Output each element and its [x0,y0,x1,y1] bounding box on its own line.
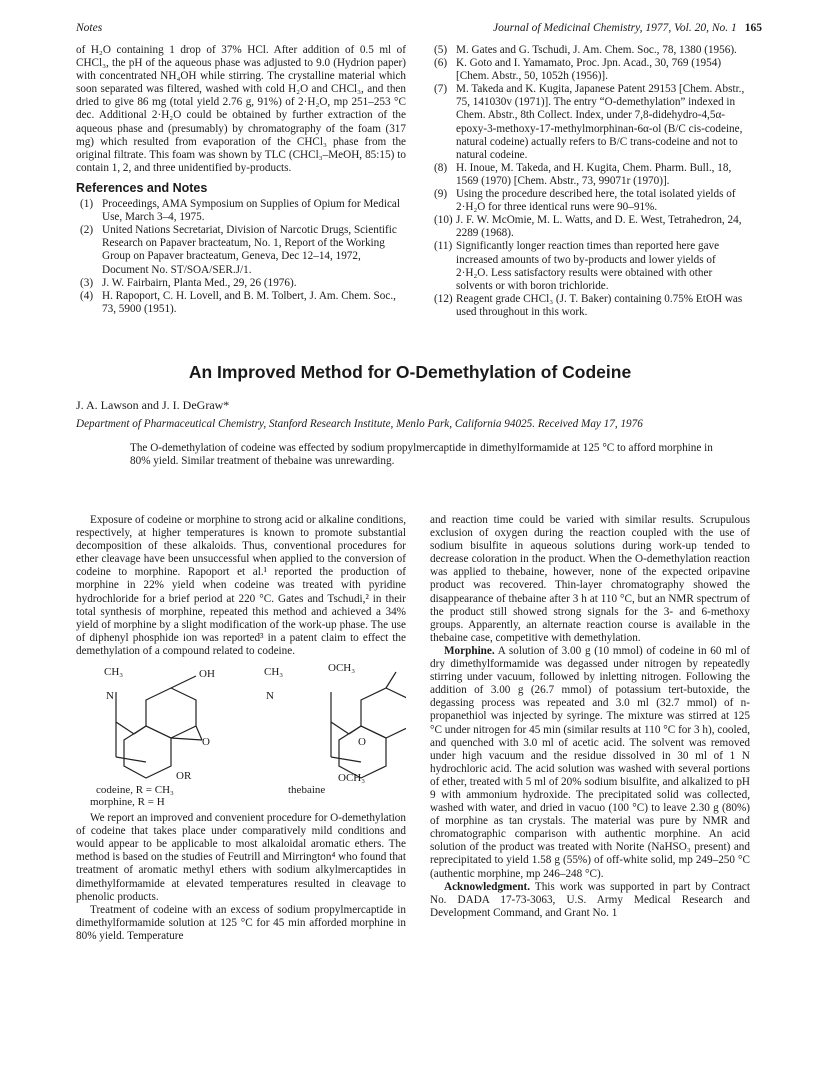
prev-article-right-column [430,44,750,319]
reference-item [430,44,750,57]
thebaine-n-label: N [266,690,274,703]
reference-text: United Nations Secretariat, Division of Narcotic Drugs, Scientific Research on Papaver bracteatum, No. 1, Report of the Working Group on Papaver bracteatum, Geneva, Dec 12–14, 1972, Document No. ST/SOA/SER.J/1. [102,224,397,276]
thebaine-caption: thebaine [288,784,326,797]
codeine-oh-label: OH [199,668,215,681]
body-paragraph: Exposure of codeine or morphine to strong acid or alkaline conditions, respectively, at higher temperatures is known to promote substantial decomposition of these alkaloids. Thus, conventional procedures for ether cleavage have been unsuccessful when applied to the conversion of codeine to morphine. Rapoport et al.¹ reported the production of morphine in 22% yield when codeine was treated with pyridine hydrochloride for a brief period at 220 °C. Gates and Tschudi,² in their total synthesis of morphine, repeated this method and achieved a 34% yield of morphine by a slight modification of the work-up phase. The use of diphenyl phosphide ion was reported³ in a patent claim to effect the demethylation of a compound related to codeine. [76,514,406,657]
body-paragraph: We report an improved and convenient procedure for O-demethylation of codeine that takes place under comparatively mild conditions and would appear to be applicable to most alkaloidal aromatic ethers. The method is based on the studies of Feutrill and Mirrington⁴ who found that treatment of aromatic methyl ethers with sodium alkylmercaptides in dimethylformamide at elevated temperatures resulted in cleavage to phenolic products. [76,812,406,903]
references-heading: References and Notes [76,180,208,195]
reference-number: (5) [434,44,448,56]
reference-item [76,290,406,316]
journal-citation: Journal of Medicinal Chemistry, 1977, Vol. 20, No. 1 [493,22,737,34]
reference-item [430,83,750,162]
experimental-paragraph [430,645,750,881]
references-list-left [76,198,406,316]
reference-number: (3) [80,276,94,289]
body-left-column [76,514,406,943]
reference-item [76,198,406,224]
reference-item [430,188,750,214]
reference-text: H. Inoue, M. Takeda, and H. Kugita, Chem. Pharm. Bull., 18, 1569 (1970) [Chem. Abstr., 73, 99071r (1970)]. [456,161,732,187]
reference-item [76,277,406,290]
prev-article-paragraph: of H₂O containing 1 drop of 37% HCl. After addition of 0.5 ml of CHCl₃, the pH of the aqueous phase was adjusted to 9.0 (Hydrion paper) with concentrated NH₄OH while stirring. The crystalline material which soon separated was filtered, washed with cold H₂O and CHCl₃, and then dried to give 86 mg (total yield 2.76 g, 91%) of 2·H₂O, mp 251–253 °C dec. Additional 2·H₂O could be obtained by further extraction of the aqueous phase and (presumably) by chromatography of the foam (317 mg) which resulted from evaporation of the CHCl₃ phase from the original filtrate. This foam was shown by TLC (CHCl₃–MeOH, 85:15) to contain 1, 2, and three unidentified by-products. [76,44,406,174]
reference-text: J. F. W. McOmie, M. L. Watts, and D. E. West, Tetrahedron, 24, 2289 (1968). [456,214,742,240]
reference-item [430,293,750,319]
codeine-caption: codeine, R = CH₃ [96,784,174,797]
reference-number: (11) [434,240,453,253]
reference-text: H. Rapoport, C. H. Lovell, and B. M. Tolbert, J. Am. Chem. Soc., 73, 5900 (1951). [102,289,396,315]
article-abstract: The O-demethylation of codeine was effected by sodium propylmercaptide in dimethylformamide at 125 °C to afford morphine in 80% yield. Similar treatment of thebaine was unrewarding. [130,442,713,468]
reference-number: (7) [434,83,448,96]
morphine-caption: morphine, R = H [90,796,165,809]
reference-number: (9) [434,188,448,201]
article-affiliation: Department of Pharmaceutical Chemistry, Stanford Research Institute, Menlo Park, California 94025. Received May 17, 1976 [76,418,643,430]
reference-number: (10) [434,214,453,227]
reference-text: M. Gates and G. Tschudi, J. Am. Chem. Soc., 78, 1380 (1956). [456,44,737,56]
reference-item [430,240,750,292]
body-paragraph: and reaction time could be varied with similar results. Scrupulous exclusion of oxygen during the reaction coupled with the use of sodium bisulfite in aqueous solutions during work-up tended to decrease coloration in the product. When the O-demethylation reaction was applied to thebaine, however, none of the expected oripavine product was recovered. Thin-layer chromatography showed the disappearance of thebaine after 3 h at 110 °C, but an NMR spectrum of the product still showed strong signals for the 3- and 6-methoxy groups. Apparently, an alternate reaction course is available in the thebaine case, competitive with demethylation. [430,514,750,644]
codeine-o-label: O [202,736,210,749]
thebaine-o-label: O [358,736,366,749]
running-header-right [493,22,762,34]
codeine-n-label: N [106,690,114,703]
experimental-heading: Morphine. [444,644,495,657]
reference-number: (8) [434,161,448,174]
reference-number: (12) [434,292,453,305]
page-number: 165 [744,22,762,34]
acknowledgment-paragraph [430,881,750,920]
references-list-right [430,44,750,319]
body-right-column [430,514,750,920]
reference-number: (6) [434,57,448,70]
reference-item [430,57,750,83]
acknowledgment-heading: Acknowledgment. [444,880,531,893]
reference-item [76,224,406,276]
reference-text: Reagent grade CHCl₃ (J. T. Baker) containing 0.75% EtOH was used throughout in this work. [456,292,743,318]
experimental-text: A solution of 3.00 g (10 mmol) of codeine in 60 ml of dry dimethylformamide was degassed under nitrogen by repeatedly stirring under vacuum, followed by inletting nitrogen. Following the addition of 3.00 g (26.7 mmol) of potassium tert-butoxide, the degassing process was repeated and 3.0 ml (32.7 mmol) of n-propanethiol was injected by syringe. The mixture was stirred at 125 °C under nitrogen for 45 min (similar results at 110 °C for 3 h), cooled, and quenched with 3.0 ml of acetic acid. The solvent was removed under high vacuum and the residue dissolved in 30 ml of 1 N hydrochloric acid. The acid solution was washed with several portions of ether, treated with 5 ml of 20% sodium bisulfite, and alkalized to pH 9 with ammonium hydroxide. The precipitated solid was collected, washed with water, and dried in vacuo (100 °C) to leave 2.30 g (80%) of morphine as tan crystals. The material was pure by NMR and chromatographic comparison with authentic morphine. An acid solution of the product was treated with Norite (NaHSO₃ present) and reprecipitated to yield 1.58 g (55%) of off-white solid, mp 249–250 °C (authentic morphine, mp 246–248 °C). [430,644,750,880]
article-title: An Improved Method for O-Demethylation of Codeine [188,362,632,382]
thebaine-och3-top-label: OCH₃ [328,662,356,675]
codeine-ch3-label: CH₃ [104,666,124,679]
thebaine-och3-bottom-label: OCH₃ [338,772,366,785]
codeine-thebaine-structures [76,662,406,782]
reference-text: K. Goto and I. Yamamato, Proc. Jpn. Acad., 30, 769 (1954) [Chem. Abstr., 50, 1052h (1956)]. [456,57,722,83]
body-paragraph: Treatment of codeine with an excess of sodium propylmercaptide in dimethylformamide solution at 125 °C for 45 min afforded morphine in 80% yield. Temperature [76,903,406,942]
reference-text: J. W. Fairbairn, Planta Med., 29, 26 (1976). [102,276,297,289]
reference-number: (1) [80,198,94,211]
reference-text: Significantly longer reaction times than reported here gave increased amounts of two by-products and lower yields of 2·H₂O. Less satisfactory results were obtained with other solvents or with boron trichloride. [456,240,720,292]
chemical-structures [76,662,406,812]
reference-number: (2) [80,224,94,237]
reference-item [430,214,750,240]
article-authors: J. A. Lawson and J. I. DeGraw* [76,398,230,412]
running-header-left: Notes [76,22,103,34]
reference-item [430,162,750,188]
prev-article-left-column [76,44,406,316]
reference-number: (4) [80,289,94,302]
reference-text: Using the procedure described here, the total isolated yields of 2·H₂O for three identical runs were 90–91%. [456,188,736,214]
thebaine-ch3-label: CH₃ [264,666,284,679]
acknowledgment-text: This work was supported in part by Contract No. DADA 17-73-3063, U.S. Army Medical Research and Development Command, and Grant No. 1 [430,880,750,919]
codeine-or-label: OR [176,770,192,783]
reference-text: Proceedings, AMA Symposium on Supplies of Opium for Medical Use, March 3–4, 1975. [102,198,401,224]
reference-text: M. Takeda and K. Kugita, Japanese Patent 29153 [Chem. Abstr., 75, 141030v (1971)]. The entry “O-demethylation” indexed in Chem. Abstr., 8th Collect. Index, under 7,8-didehydro-4,5α-epoxy-3-methoxy-17-methylmorphinan-6α-ol (B/C cis-codeine, natural codeine) actually refers to B/C trans-codeine and not to natural codeine. [456,83,745,161]
